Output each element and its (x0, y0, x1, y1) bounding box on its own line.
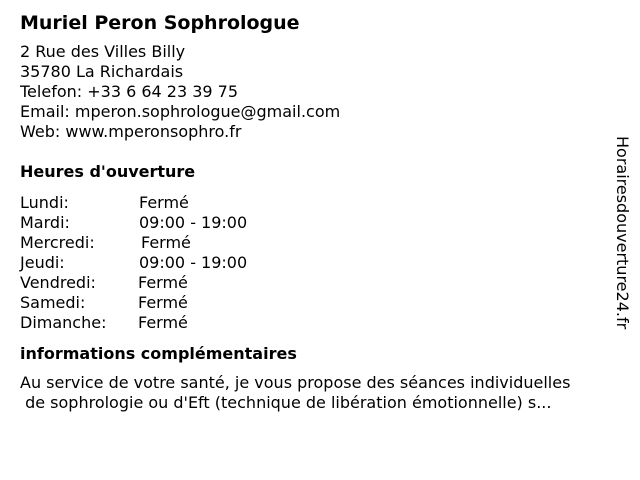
day-hours: Fermé (139, 193, 189, 212)
info-heading: informations complémentaires (20, 344, 297, 363)
web-line: Web: www.mperonsophro.fr (20, 122, 242, 141)
day-hours: Fermé (141, 233, 191, 252)
day-hours: 09:00 - 19:00 (139, 213, 248, 232)
info-description-line-2: de sophrologie ou d'Eft (technique de libération émotionnelle) s... (20, 393, 552, 412)
day-label: Lundi: (20, 193, 69, 212)
hours-row-lundi (20, 193, 610, 213)
hours-table (20, 193, 610, 333)
address-line-1: 2 Rue des Villes Billy (20, 42, 186, 61)
hours-row-mardi (20, 213, 610, 233)
day-label: Jeudi: (20, 253, 65, 272)
day-label: Dimanche: (20, 313, 107, 332)
hours-heading: Heures d'ouverture (20, 162, 196, 181)
day-hours: Fermé (138, 273, 188, 292)
day-hours: 09:00 - 19:00 (139, 253, 248, 272)
day-hours: Fermé (138, 313, 188, 332)
hours-row-mercredi (20, 233, 610, 253)
day-hours: Fermé (138, 293, 188, 312)
day-label: Mercredi: (20, 233, 95, 252)
day-label: Mardi: (20, 213, 70, 232)
hours-row-dimanche (20, 313, 610, 333)
info-description-line-1: Au service de votre santé, je vous propose des séances individuelles (20, 373, 571, 392)
business-name: Muriel Peron Sophrologue (20, 12, 300, 34)
hours-row-jeudi (20, 253, 610, 273)
email-line: Email: mperon.sophrologue@gmail.com (20, 102, 341, 121)
hours-row-vendredi (20, 273, 610, 293)
day-label: Samedi: (20, 293, 86, 312)
address-line-2: 35780 La Richardais (20, 62, 184, 81)
watermark-text: Horairesdouverture24.fr (613, 136, 632, 330)
hours-row-samedi (20, 293, 610, 313)
day-label: Vendredi: (20, 273, 96, 292)
phone-line: Telefon: +33 6 64 23 39 75 (20, 82, 239, 101)
business-card (20, 10, 610, 413)
